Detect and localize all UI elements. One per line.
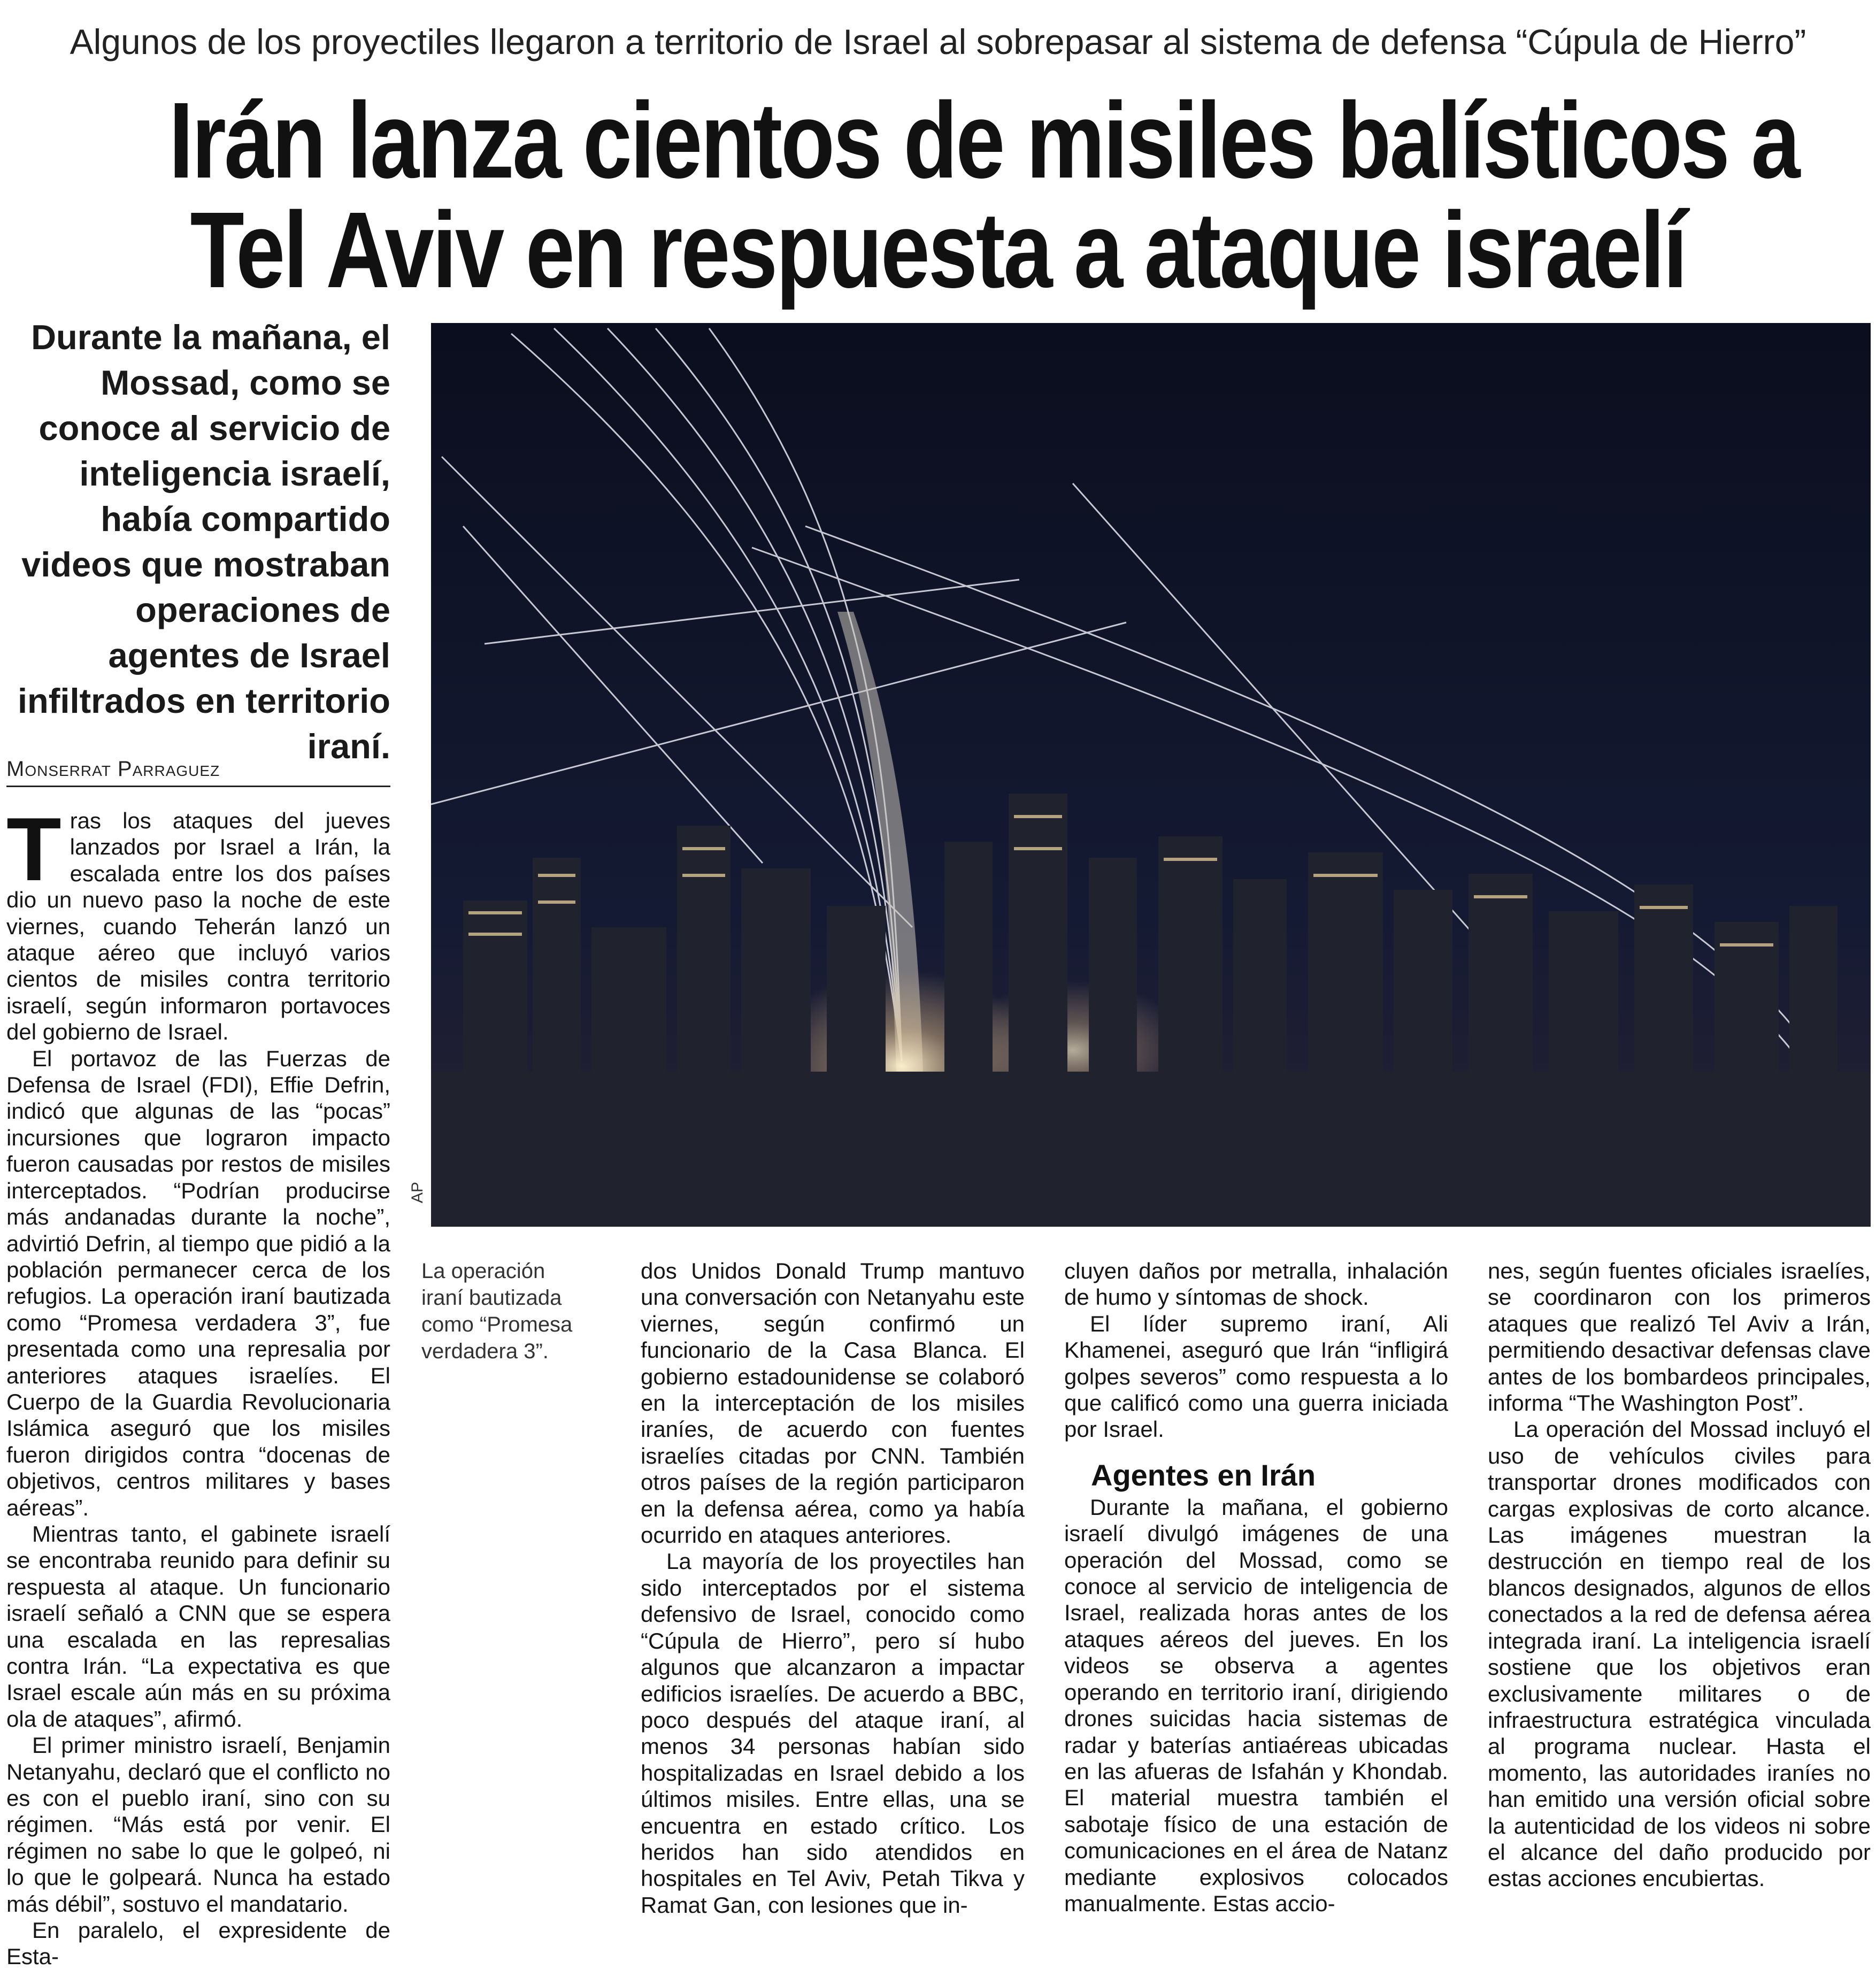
- kicker: Algunos de los proyectiles llegaron a territorio de Israel al sobrepasar al sistema de defensa “Cúpula de Hierro”: [70, 22, 1806, 61]
- photo-caption: La operación iraní bautizada como “Promesa verdadera 3”.: [421, 1259, 573, 1363]
- summary: Durante la mañana, el Mossad, como se conoce al servicio de inteligencia israelí, había compartido videos que mostraban operaciones de agentes de Israel infiltrados en territorio iraní.: [17, 318, 390, 766]
- article-column-1: [6, 799, 390, 1970]
- dropcap: T: [6, 799, 61, 899]
- article-column-2: [641, 1258, 1025, 1918]
- night-sky-missile-photo: [431, 323, 1871, 1227]
- article-column-4: [1488, 1258, 1871, 1892]
- article-paragraph: Durante la mañana, el gobierno israelí divulgó imágenes de una operación del Mossad, como se conoce al servicio de inteligencia de Israel, realizada horas antes de los ataques aéreos del jueves. En los videos se observa a agentes operando en territorio iraní, dirigiendo drones suicidas hacia sistemas de radar y baterías antiaéreas ubicadas en las afueras de Isfahán y Khondab. El material muestra también el sabotaje físico de una estación de comunicaciones en el área de Natanz mediante explosivos colocados manualmente. Estas accio-: [1064, 1494, 1448, 1916]
- subheading: Agentes en Irán: [1091, 1458, 1316, 1492]
- article-paragraph: dos Unidos Donald Trump mantuvo una conversación con Netanyahu este viernes, según confirmó un funcionario de la Casa Blanca. El gobierno estadounidense se colaboró en la interceptación de los misiles iraníes, de acuerdo con fuentes israelíes citadas por CNN. También otros países de la región participaron en la defensa aérea, como ya había ocurrido en ataques anteriores.: [641, 1258, 1025, 1548]
- article-paragraph: El líder supremo iraní, Ali Khamenei, aseguró que Irán “infligirá golpes severos” como respuesta a lo que calificó como una guerra iniciada por Israel.: [1064, 1311, 1448, 1442]
- article-paragraph: La operación del Mossad incluyó el uso de vehículos civiles para transportar drones modificados con cargas explosivas de corto alcance. Las imágenes muestran la destrucción en tiempo real de los blancos designados, algunos de ellos conectados a la red de defensa aérea integrada iraní. La inteligencia israelí sostiene que los objetivos eran exclusivamente militares o de infraestructura estratégica vinculada al programa nuclear. Hasta el momento, las autoridades iraníes no han emitido una versión oficial sobre la autenticidad de los videos ni sobre el alcance del daño producido por estas acciones encubiertas.: [1488, 1417, 1871, 1891]
- article-paragraph: El portavoz de las Fuerzas de Defensa de Israel (FDI), Effie Defrin, indicó que algunas de las “pocas” incursiones que lograron impacto fueron causadas por restos de misiles interceptados. “Podrían producirse más andanadas durante la noche”, advirtió Defrin, al tiempo que pidió a la población permanecer cerca de los refugios. La operación iraní bautizada como “Promesa verdadera 3”, fue presentada como una represalia por anteriores ataques israelíes. El Cuerpo de la Guardia Revolucionaria Islámica aseguró que los misiles fueron dirigidos contra “docenas de objetivos, centros militares y bases aéreas”.: [6, 1045, 390, 1520]
- article-paragraph: En paralelo, el expresidente de Esta-: [6, 1918, 390, 1969]
- headline-line-1: Irán lanza cientos de misiles balísticos a: [168, 80, 1799, 201]
- article-paragraph: Mientras tanto, el gabinete israelí se encontraba reunido para definir su respuesta al ataque. Un funcionario israelí señaló a CNN que se espera una escalada en las represalias contra Irán. “La expectativa es que Israel escale aún más en su próxima ola de ataques”, afirmó.: [6, 1521, 390, 1732]
- byline: Monserrat Parraguez: [6, 757, 390, 787]
- photo-credit: AP: [409, 1181, 426, 1203]
- article-paragraph: cluyen daños por metralla, inhalación de humo y síntomas de shock.: [1064, 1258, 1448, 1310]
- news-photo: [431, 323, 1871, 1227]
- article-paragraph: La mayoría de los proyectiles han sido interceptados por el sistema defensivo de Israel, conocido como “Cúpula de Hierro”, pero sí hubo algunos que alcanzaron a impactar edificios israelíes. De acuerdo a BBC, poco después del ataque iraní, al menos 34 personas habían sido hospitalizadas en Israel debido a los últimos misiles. Entre ellas, una se encuentra en estado crítico. Los heridos han sido atendidos en hospitales en Tel Aviv, Petah Tikva y Ramat Gan, con lesiones que in-: [641, 1549, 1025, 1918]
- article-paragraph: nes, según fuentes oficiales israelíes, se coordinaron con los primeros ataques que realizó Tel Aviv a Irán, permitiendo desactivar defensas clave antes de los bombardeos principales, informa “The Washington Post”.: [1488, 1258, 1871, 1416]
- article-column-3: [1064, 1258, 1448, 1917]
- headline: [0, 80, 1876, 310]
- article-paragraph: El primer ministro israelí, Benjamin Netanyahu, declaró que el conflicto no es con el pueblo iraní, sino con su régimen. “Más está por venir. El régimen no sabe lo que le golpeó, ni lo que le golpeará. Nunca ha estado más débil”, sostuvo el mandatario.: [6, 1733, 390, 1917]
- headline-line-2: Tel Aviv en respuesta a ataque israelí: [190, 189, 1686, 310]
- article-paragraph: Tras los ataques del jueves lanzados por Israel a Irán, la escalada entre los dos países dio un nuevo paso la noche de este viernes, cuando Teherán lanzó un ataque aéreo que incluyó varios cientos de misiles contra territorio israelí, según informaron portavoces del gobierno de Israel.: [6, 799, 390, 1045]
